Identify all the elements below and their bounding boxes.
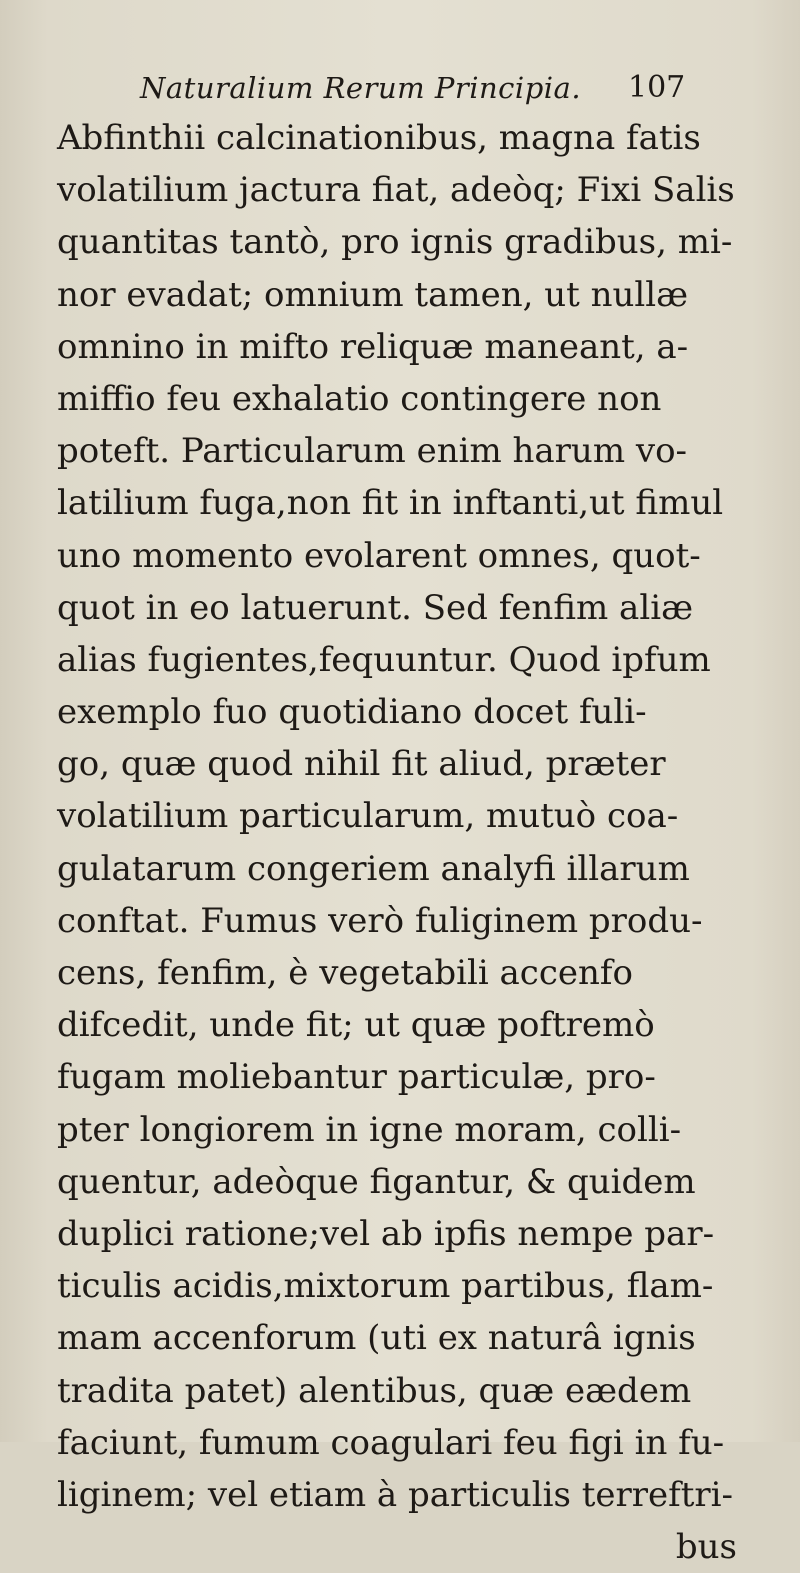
body-text: [57, 112, 737, 1573]
page-number: 107: [628, 70, 686, 105]
text-line: volatilium jactura fiat, adeòq; Fixi Salis: [57, 170, 735, 211]
text-line: quot in eo latuerunt. Sed fenfim aliæ: [57, 587, 694, 628]
text-line: faciunt, fumum coagulari feu figi in fu-: [57, 1422, 725, 1463]
text-line: gulatarum congeriem analyfi illarum: [57, 848, 690, 889]
text-line: quentur, adeòque figantur, & quidem: [57, 1161, 696, 1202]
text-line: volatilium particularum, mutuò coa-: [57, 796, 679, 837]
text-line: quantitas tantò, pro ignis gradibus, mi-: [57, 222, 733, 263]
text-line: poteft. Particularum enim harum vo-: [57, 431, 688, 472]
page-header: [0, 68, 800, 108]
text-line: tradita patet) alentibus, quæ eædem: [57, 1370, 692, 1411]
text-line: go, quæ quod nihil fit aliud, præter: [57, 744, 666, 785]
text-line: duplici ratione;vel ab ipfis nempe par-: [57, 1213, 715, 1254]
text-line: ticulis acidis,mixtorum partibus, flam-: [57, 1266, 714, 1307]
text-line: pter longiorem in igne moram, colli-: [57, 1109, 682, 1150]
text-line: fugam moliebantur particulæ, pro-: [57, 1057, 656, 1098]
text-line: cens, fenfim, è vegetabili accenfo: [57, 953, 633, 993]
text-line: difcedit, unde fit; ut quæ poftremò: [57, 1005, 655, 1046]
text-line: uno momento evolarent omnes, quot-: [57, 535, 701, 576]
text-line: conftat. Fumus verò fuliginem produ-: [57, 900, 703, 941]
text-line: nor evadat; omnium tamen, ut nullæ: [57, 274, 689, 315]
catchword: bus: [675, 1527, 737, 1568]
text-line: Abfinthii calcinationibus, magna fatis: [57, 118, 701, 158]
text-line: alias fugientes,fequuntur. Quod ipfum: [57, 639, 711, 680]
running-title: Naturalium Rerum Principia.: [140, 71, 582, 105]
text-line: exemplo fuo quotidiano docet fuli-: [57, 692, 647, 733]
text-line: omnino in mifto reliquæ maneant, a-: [57, 326, 689, 367]
text-line: liginem; vel etiam à particulis terreftri-: [57, 1474, 734, 1515]
text-line: latilium fuga,non fit in inftanti,ut fimul: [57, 483, 724, 524]
text-line: miffio feu exhalatio contingere non: [57, 378, 662, 419]
text-line: mam accenforum (uti ex naturâ ignis: [57, 1318, 696, 1359]
